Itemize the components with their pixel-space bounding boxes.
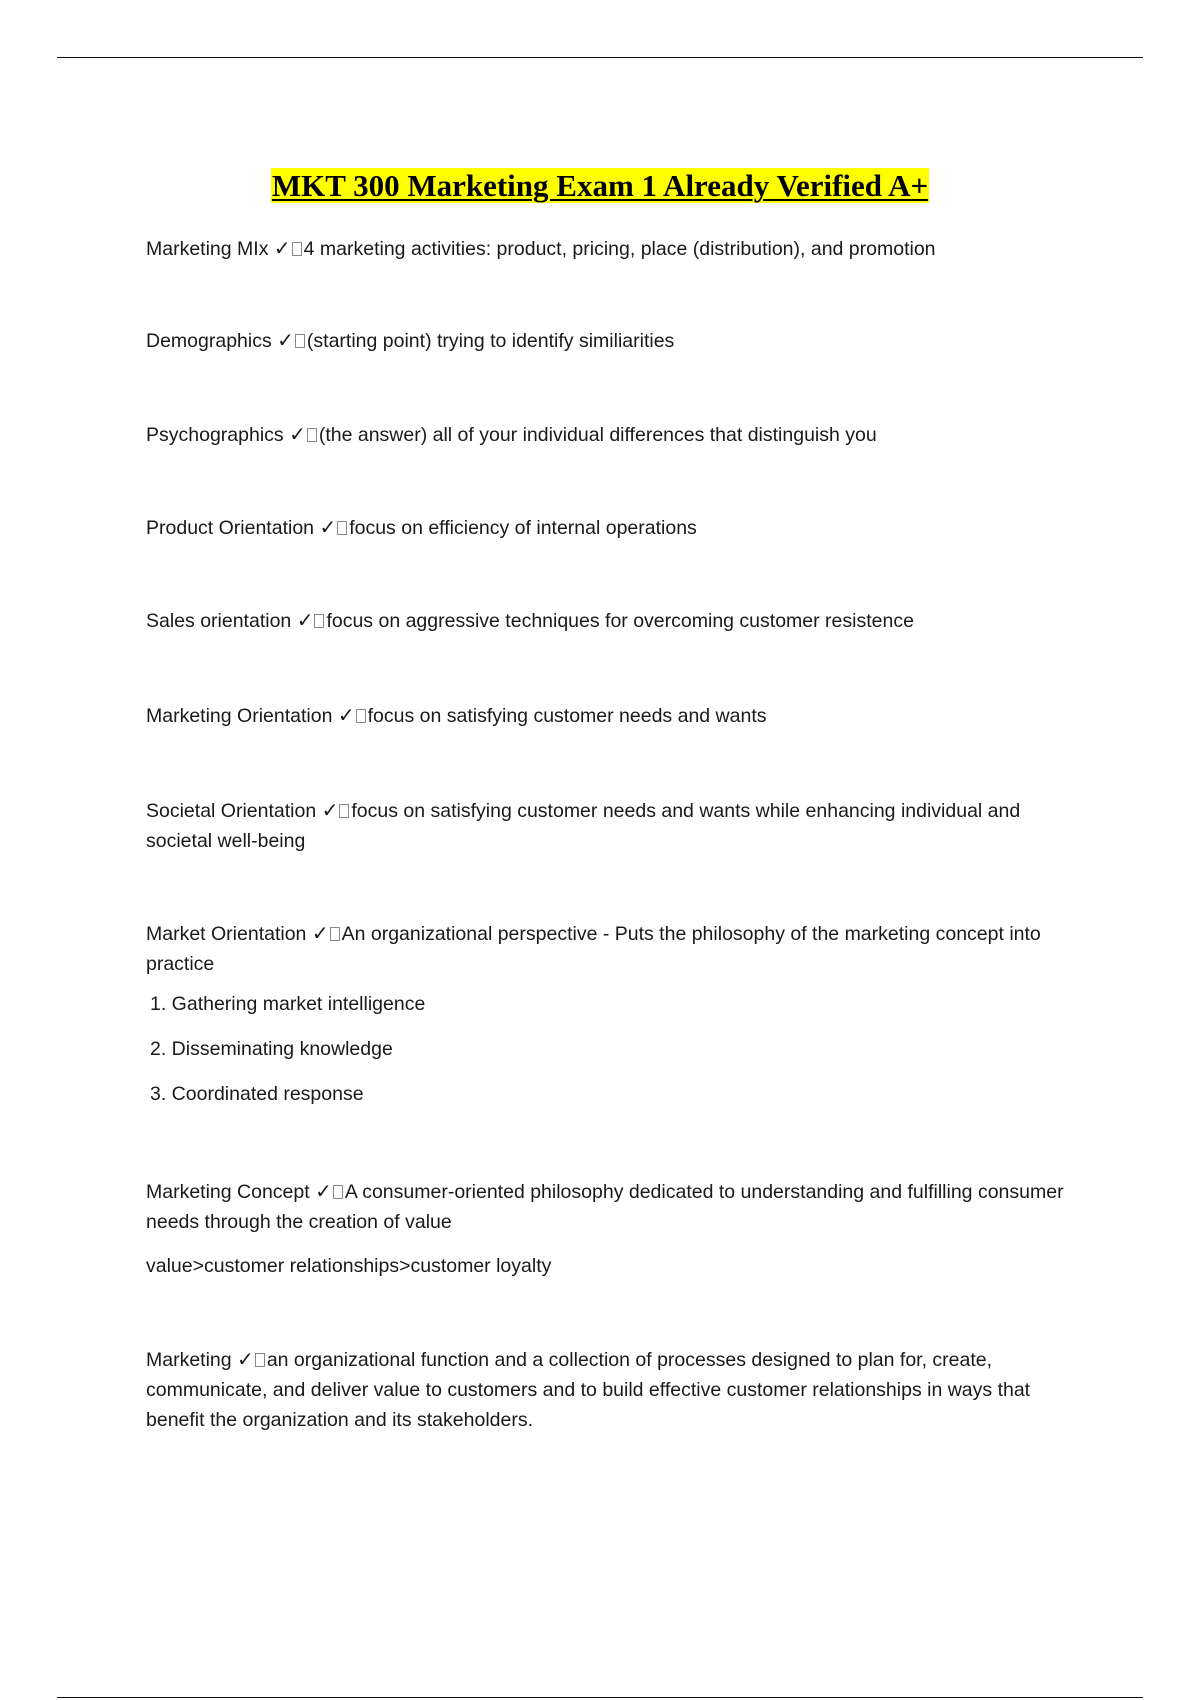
card-line	[146, 1176, 1086, 1237]
flashcard-product-orientation	[146, 512, 1086, 543]
card-definition: focus on satisfying customer needs and wants while enhancing individual and societal well-being	[146, 800, 1021, 852]
missing-glyph-box-icon	[295, 334, 305, 348]
card-definition: an organizational function and a collection of processes designed to plan for, create, communicate, and deliver value to customers and to build effective customer relationships in ways that benefit the organization and its stakeholders.	[146, 1349, 1031, 1431]
document-title: MKT 300 Marketing Exam 1 Already Verified A+	[271, 168, 929, 203]
check-icon: ✓	[273, 236, 291, 260]
flashcard-marketing-mix	[146, 233, 1086, 264]
card-line	[146, 918, 1086, 979]
card-line	[146, 325, 1086, 356]
card-term: Psychographics	[146, 424, 284, 446]
card-line	[146, 700, 1086, 731]
card-definition: focus on efficiency of internal operations	[349, 517, 697, 539]
flashcard-societal-orientation	[146, 795, 1086, 856]
missing-glyph-box-icon	[307, 428, 317, 442]
check-icon: ✓	[319, 515, 337, 539]
card-definition: A consumer-oriented philosophy dedicated to understanding and fulfilling consumer needs through the creation of value	[146, 1181, 1064, 1233]
check-icon: ✓	[337, 703, 355, 727]
card-extra-note: value>customer relationships>customer loyalty	[146, 1255, 552, 1277]
card-term: Market Orientation	[146, 923, 307, 945]
card-line	[146, 795, 1086, 856]
title-block	[0, 168, 1200, 204]
list-item: 1. Gathering market intelligence	[150, 993, 426, 1015]
missing-glyph-box-icon	[337, 521, 347, 535]
top-rule	[57, 57, 1143, 58]
missing-glyph-box-icon	[333, 1185, 343, 1199]
check-icon: ✓	[296, 608, 314, 632]
missing-glyph-box-icon	[339, 804, 349, 818]
card-line	[146, 419, 1086, 450]
flashcard-psychographics	[146, 419, 1086, 450]
card-term: Sales orientation	[146, 610, 292, 632]
missing-glyph-box-icon	[255, 1353, 265, 1367]
card-term: Product Orientation	[146, 517, 315, 539]
check-icon: ✓	[277, 328, 294, 352]
card-line	[146, 1344, 1086, 1435]
card-term: Marketing Concept	[146, 1181, 310, 1203]
flashcard-sales-orientation	[146, 605, 1086, 636]
card-term: Demographics	[146, 330, 272, 352]
flashcard-marketing-orientation	[146, 700, 1086, 731]
card-definition: (the answer) all of your individual differences that distinguish you	[318, 424, 877, 446]
card-definition: (starting point) trying to identify similiarities	[306, 330, 675, 352]
bottom-rule	[57, 1697, 1143, 1698]
missing-glyph-box-icon	[330, 927, 340, 941]
missing-glyph-box-icon	[356, 709, 366, 723]
check-icon: ✓	[321, 798, 339, 822]
check-icon: ✓	[237, 1347, 254, 1371]
flashcard-market-orientation	[146, 918, 1086, 1124]
card-term: Societal Orientation	[146, 800, 317, 822]
card-line	[146, 605, 1086, 636]
list-item: 3. Coordinated response	[150, 1083, 364, 1105]
flashcard-marketing	[146, 1344, 1086, 1435]
card-definition: 4 marketing activities: product, pricing, place (distribution), and promotion	[303, 238, 936, 260]
check-icon: ✓	[311, 921, 329, 945]
check-icon: ✓	[289, 422, 306, 446]
card-definition: An organizational perspective - Puts the philosophy of the marketing concept into practice	[146, 923, 1041, 975]
list-item: 2. Disseminating knowledge	[150, 1038, 393, 1060]
card-term: Marketing	[146, 1349, 232, 1371]
missing-glyph-box-icon	[314, 614, 324, 628]
flashcard-marketing-concept	[146, 1176, 1086, 1281]
card-definition: focus on satisfying customer needs and wants	[367, 705, 767, 727]
missing-glyph-box-icon	[292, 242, 302, 256]
card-term: Marketing MIx	[146, 238, 269, 260]
card-definition: focus on aggressive techniques for overcoming customer resistence	[326, 610, 914, 632]
card-line	[146, 512, 1086, 543]
card-term: Marketing Orientation	[146, 705, 333, 727]
flashcard-demographics	[146, 325, 1086, 356]
steps-list	[146, 989, 1086, 1109]
check-icon: ✓	[315, 1179, 332, 1203]
card-line	[146, 233, 1086, 264]
